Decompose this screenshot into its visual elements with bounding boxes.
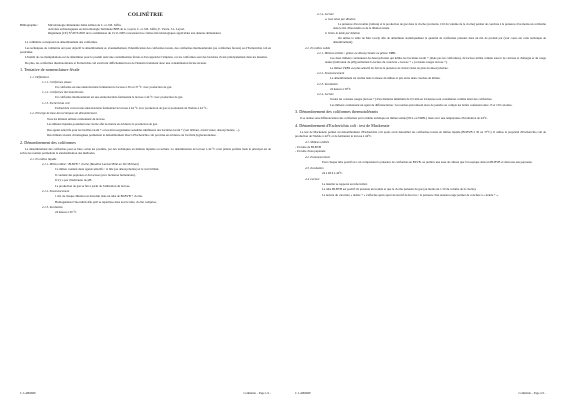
paragraph: 24 heures à 30°C xyxy=(330,86,351,91)
paragraph: Le dénombrement est réalisé dans la masse du milieu et pris entre deux couches de milieu. xyxy=(330,76,441,81)
paragraph: Toutes les colonies rouges (lactose +) d'un diamètre minimum de 0,5 mm en 24 heures sont considérées comme étant des coliformes. xyxy=(330,96,493,101)
paragraph: Ces deux milieux contiennent du désoxycholate qui inhibe les bactéries Gram + (mais pas les coliformes), du lactose utilisé comme source de carbone et d'énergie et du rouge neutre (indicateur de pH) permettant la lecture du caractère « lactose + » (colonies rouges lactose +). xyxy=(325,56,546,65)
bibliography-entry: Règlement (CE) N°2073/2005 de la commission du 15/11/2005 concernant les critères microbiologiques applicables aux denrées alimentaires xyxy=(48,30,221,35)
subsubsection-heading: 2.2.4. Lecture xyxy=(317,92,334,97)
subsection-heading: 4.2. Ensemencement xyxy=(305,154,330,159)
intro-paragraph: La colimétrie correspond au dénombrement des coliformes. xyxy=(25,39,98,44)
paragraph: Un coliforme est une entérobactérie fermentant le lactose à 30 ou 37 °C avec production de gaz. xyxy=(55,84,173,89)
paragraph: Homogénéiser l'inoculum afin qu'il se répartisse dans tout le tube, cloche comprise. xyxy=(55,199,157,204)
section-heading: 4. Dénombrement d'Escherichia coli : test de Mackenzie xyxy=(295,122,390,128)
paragraph: On utilise la table de Mac Grady afin de déterminer statistiquement la quantité de coliformes présents dans un mL de produit par (voir cours sur cette technique de dénombrement). xyxy=(333,36,546,45)
bibliography-label: Bibliographie : xyxy=(20,22,39,27)
section-heading: 3. Dénombrement des coliformes thermotolérants xyxy=(295,109,379,115)
paragraph-heading: a. Gaz selon par dilution xyxy=(325,17,356,22)
footer-page-number: Colimétrie – Page 1/4 – xyxy=(243,391,271,396)
paragraph: Il contient des peptones et du lactose (avec inclusion fermentaire). xyxy=(55,172,136,177)
subsubsection-heading: 2.1.2. Ensemencement xyxy=(42,189,70,194)
subsubsection-heading: 2.1.4. Lecture xyxy=(317,12,334,16)
paragraph: 1 mL de chaque dilution est introduit dans un tube de BLBVB + cloche. xyxy=(55,194,143,199)
list-item: - Un tube d'eau peptonée xyxy=(295,149,326,154)
list-item: - Un tube de BLBVB xyxy=(295,144,322,149)
paragraph: Des milieux récents chromogènes permettent le dénombrement direct d'Escherichia coli par mise en évidence de l'activité β-glucuronidase. xyxy=(47,133,217,138)
paragraph: Escherichia coli est une entérobactérie fermentant le lactose à 44 °C avec production de gaz et produisant de l'indole à 44 °C. xyxy=(55,105,208,110)
bibliography-entry: Activités technologiques en microbiologie Terminale BEB de G. Leyral, C. et J.M. Joffin, E. Vierra, J.L. Leyral. xyxy=(48,26,185,31)
subsection-heading: 4.4. Lecture xyxy=(305,176,320,181)
subsubsection-heading: 1.1.2. Coliformes thermotolérants xyxy=(42,90,84,95)
paragraph: La présence d'un trouble (culture) et la production de gaz dans la cloche (au moins 1/10 du volume de la cloche) permet de conclure à la présence d'au moins un coliforme dans le mL d'inoculum ou de la dilution testée. xyxy=(333,21,546,30)
paragraph: Le test de Mackenzie permet un dénombrement d'Escherichia coli après avoir dénombré les coliformes totaux en milieu liquide (BLBVB à 30 ou 37°C). Il utilise la propriété d'Escherichia coli de production de l'indole à 44°C et de fermenter le lactose à 44°C. xyxy=(295,129,546,138)
paragraph: Il se réalise sans différenciation des coliformes par la même technique en milieu solide (DCL ou VRBL) mais avec une température d'incubation de 44°C. xyxy=(300,116,488,121)
subsection-heading: 4.1. Milieux utilisés xyxy=(305,139,330,144)
page-footer xyxy=(20,392,271,396)
paragraph: Ce milieu contient deux agents sélectifs : la bile (ou désoxycholate) et le vert brillant. xyxy=(55,166,160,171)
paragraph: Des agents sélectifs pour les bacilles Gram + et les microorganismes sensibles inhibiteurs des bactéries Gram + (vert brillant, cristal violet, désoxycholate, ...). xyxy=(47,127,240,132)
section-heading: 2. Dénombrement des coliformes xyxy=(20,139,76,145)
subsection-heading: 4.3. Incubation xyxy=(305,165,324,170)
section-heading: 1. Tentative de nomenclature fécale xyxy=(20,67,80,73)
subsection-heading: 1.2. Principe de base des techniques de dénombrement xyxy=(30,111,97,116)
intro-paragraph: De plus, les coliformes thermotolérants et Escherichia coli survivent difficilement hors de l'intestin traduisant donc une contamination fécale récente. xyxy=(25,60,207,65)
paragraph: Le tube BLBVB est positif s'il présente un trouble et que la cloche présente du gaz (au moins un 1/10 du volume de la cloche). xyxy=(322,187,477,192)
subsubsection-heading: 2.2.3. Incubation xyxy=(317,81,338,86)
intro-paragraph: L'intérêt de ces manipulations est de déterminer pour le produit testé une contamination fécale et d'en apprécier l'ampleur, car les coliformes sont des bactéries vivant principalement dans les intestins. xyxy=(25,55,268,60)
paragraph: Le résultat se rapporte au tube initial. xyxy=(322,181,368,186)
footer-page-number: Colimétrie – Page 2/4 – xyxy=(518,391,546,396)
bibliography xyxy=(20,23,271,35)
paragraph: Le dénombrement des coliformes peut se faire, selon les produits, par des techniques en milieux liquides ou solides. La détermination de lactose à 44 °C n'est jamais parfaite mais le principal est de suivre les normes permettant la standardisation des méthodes. xyxy=(20,146,271,155)
paragraph: La production de gaz se fait à partir de l'utilisation du lactose. xyxy=(55,183,131,188)
subsection-heading: 1.1. Définitions xyxy=(30,74,49,79)
intro-paragraph: Les techniques de colimétrie ont pour objectif le dénombrement et, éventuellement, l'identification des coliformes totaux, des coliformes thermotolérants (ou coliformes fécaux) ou d'Escherichia coli en particulier. xyxy=(20,45,271,54)
paragraph: Le milieu VRBL est plus sélectif du fait de la présence de cristal violet en plus du désoxycholate. xyxy=(330,65,449,70)
subsection-heading: 2.1. En milieu liquide xyxy=(30,156,57,161)
document-title: COLINÉTRIE xyxy=(127,12,164,18)
subsubsection-heading: 1.1.1. Coliformes totaux xyxy=(42,80,72,85)
paragraph: Pour chaque tube positif en 1 un comprenant la présence de coliformes en BLVB, on prélève une anse de culture que l'on repique dans un BLBVB et dans une eau peptonée. xyxy=(322,160,533,164)
footer-author: C. LABORIE xyxy=(20,391,36,396)
paragraph: Tous les milieux utilisés contiennent du lactose. xyxy=(47,116,106,121)
page-2 xyxy=(283,0,566,400)
paragraph: Les milieux contiennent un agent de différenciation : les normes préconisent alors de prendre en compte les boîtes contenant entre 15 et 150 colonies. xyxy=(330,102,513,107)
bibliography-entry: Microbiologie alimentaire 2ème édition de C. et J.M. Joffin. xyxy=(48,22,122,27)
page-footer xyxy=(295,392,546,396)
paragraph: La lecture du caractère « indole + » s'effectue après ajout du réactif de Kovacs : la présence d'un anneau rouge permet de conclure à « indole + ». xyxy=(322,192,499,197)
paragraph: Les milieux liquides possèdent une cloche afin de mettre en évidence la production de gaz. xyxy=(47,122,158,127)
subsection-heading: 2.2. En milieu solide xyxy=(305,45,331,50)
subsubsection-heading: 2.2.1. Milieux utilisés : gélose au désoxycholate ou gélose VRBL xyxy=(317,51,396,56)
paragraph: 24 à 48 h à 44°C xyxy=(322,170,343,175)
paragraph: Un coliforme thermotolérant est une entérobactérie fermentant le lactose à 44 °C avec production de gaz. xyxy=(55,95,184,100)
subsubsection-heading: 2.2.2. Ensemencement xyxy=(317,71,345,76)
bibliography-list xyxy=(48,23,271,35)
footer-author: C. LABORIE xyxy=(295,391,311,396)
paragraph-heading: b. Selon la table par dilution xyxy=(325,31,361,36)
subsubsection-heading: 2.1.1. Milieu utilisé : BLBVB + cloche (Bouillon Lactosé Bilié au Vert Brillant) xyxy=(42,162,139,167)
subsubsection-heading: 1.1.3. Escherichia coli xyxy=(42,100,70,105)
subsubsection-heading: 2.1.3. Incubation xyxy=(42,205,63,210)
paragraph: Il n'y a pas d'indicateur de pH. xyxy=(55,178,93,183)
paragraph: 24 heures à 30 °C xyxy=(55,210,77,215)
